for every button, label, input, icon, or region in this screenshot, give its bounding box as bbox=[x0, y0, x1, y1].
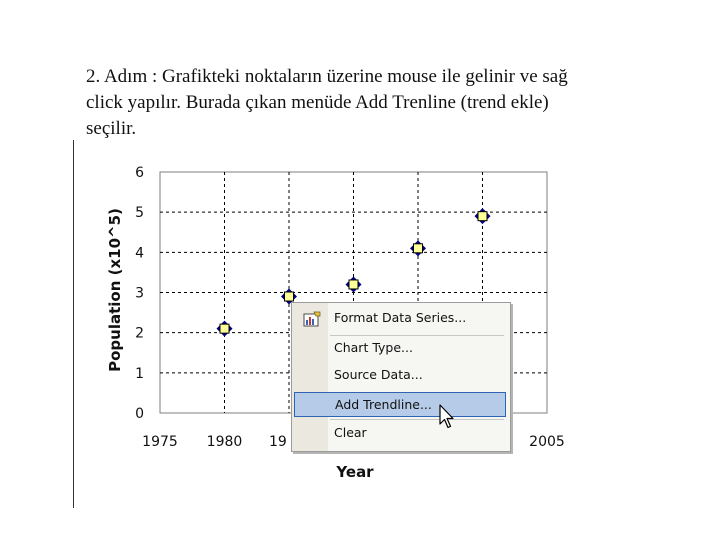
menu-item-add-trendline[interactable] bbox=[294, 392, 506, 417]
x-tick-label: 1975 bbox=[142, 434, 178, 450]
menu-item-source-data[interactable] bbox=[294, 365, 506, 387]
instruction-line-1: 2. Adım : Grafikteki noktaların üzerine mouse ile gelinir ve sağ bbox=[86, 66, 568, 87]
menu-item-label: Clear bbox=[334, 425, 367, 440]
y-tick-label: 4 bbox=[135, 245, 144, 262]
data-point-selection-handle bbox=[478, 212, 487, 221]
x-tick-label: 2005 bbox=[529, 434, 565, 450]
format-data-series-icon bbox=[303, 311, 321, 327]
x-axis-label: Year bbox=[336, 463, 374, 481]
menu-item-label: Add Trendline... bbox=[335, 397, 432, 412]
y-axis-label: Population (x10^5) bbox=[106, 208, 124, 372]
data-point-selection-handle bbox=[285, 292, 294, 301]
instruction-line-2: click yapılır. Burada çıkan menüde Add Trenline (trend ekle) bbox=[86, 92, 549, 113]
y-tick-label: 2 bbox=[135, 325, 144, 342]
context-menu bbox=[291, 302, 511, 452]
y-tick-label: 0 bbox=[135, 406, 144, 422]
menu-separator bbox=[330, 335, 504, 336]
y-tick-label: 3 bbox=[135, 285, 144, 302]
data-point-selection-handle bbox=[414, 244, 423, 253]
menu-item-chart-type[interactable] bbox=[294, 338, 506, 360]
y-tick-label: 1 bbox=[135, 365, 144, 382]
menu-separator bbox=[330, 419, 504, 420]
menu-item-label: Format Data Series... bbox=[334, 310, 467, 325]
data-point-selection-handle bbox=[349, 280, 358, 289]
data-point-selection-handle bbox=[220, 324, 229, 333]
menu-item-label: Chart Type... bbox=[334, 340, 413, 355]
menu-item-clear[interactable] bbox=[294, 423, 506, 445]
menu-item-format-data-series[interactable] bbox=[294, 308, 506, 330]
x-tick-label: 1980 bbox=[206, 434, 243, 450]
mouse-cursor-icon bbox=[439, 404, 455, 430]
instruction-line-3: seçilir. bbox=[86, 118, 137, 139]
y-tick-label: 6 bbox=[135, 165, 144, 181]
menu-item-label: Source Data... bbox=[334, 367, 423, 382]
y-tick-label: 5 bbox=[135, 205, 144, 222]
x-tick-label: 19 bbox=[269, 434, 287, 450]
